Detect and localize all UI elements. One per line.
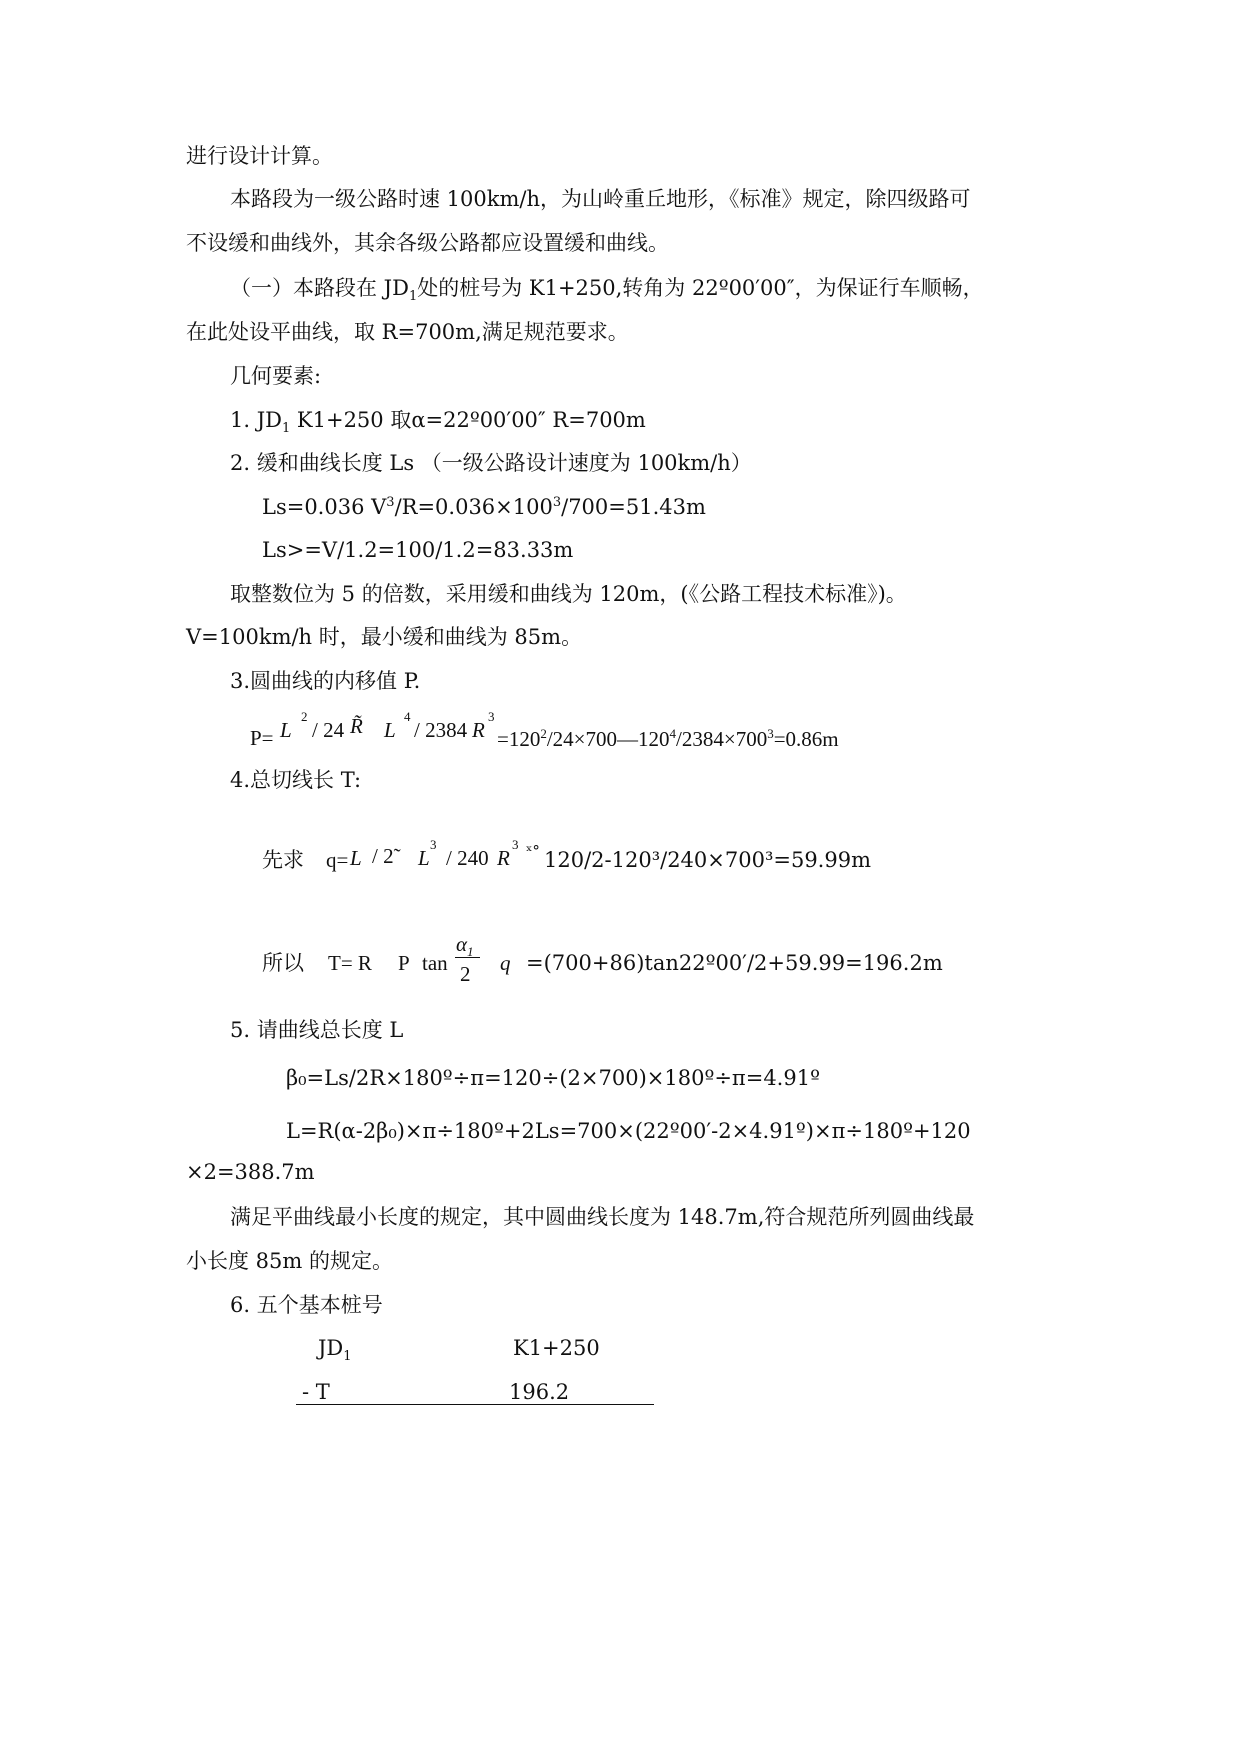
stake-label: - T	[302, 1380, 330, 1404]
text-run: JD	[318, 1336, 344, 1360]
formula-fragment: 2	[460, 962, 471, 986]
paragraph-line: 满足平曲线最小长度的规定，其中圆曲线长度为 148.7m,符合规范所列圆曲线最	[230, 1205, 975, 1229]
text-run: /2384×700	[676, 727, 768, 751]
paragraph-line: 在此处设平曲线，取 R=700m,满足规范要求。	[186, 320, 629, 344]
formula-fragment: q	[500, 951, 511, 975]
t-result: =(700+86)tan22º00′/2+59.99=196.2m	[526, 951, 943, 975]
formula-fragment: tan	[422, 951, 448, 975]
superscript-two: 2	[540, 726, 547, 741]
formula-line: ×2=388.7m	[186, 1160, 315, 1184]
text-run: α	[456, 932, 468, 956]
formula-fragment: 3	[488, 709, 495, 724]
formula-fragment: / 240	[446, 846, 489, 870]
paragraph-line: 小长度 85m 的规定。	[186, 1249, 393, 1273]
superscript-four: 4	[669, 726, 677, 741]
paragraph-line: 本路段为一级公路时速 100km/h，为山岭重丘地形，《标准》规定，除四级路可	[230, 187, 971, 211]
stake-label	[318, 1336, 352, 1365]
section-label: 几何要素:	[230, 364, 322, 388]
p-eq: P=	[250, 726, 274, 750]
paragraph-line: 取整数位为 5 的倍数，采用缓和曲线为 120m，(《公路工程技术标准》)。	[230, 582, 907, 606]
text-run: =0.86m	[773, 727, 839, 751]
list-item: 3.圆曲线的内移值 P.	[230, 669, 421, 693]
q-eq: q=	[326, 848, 349, 872]
formula-fragment: L	[350, 846, 362, 870]
list-item	[230, 408, 646, 437]
list-item: 5. 请曲线总长度 L	[230, 1018, 404, 1042]
formula-fragment: ˣ°	[526, 842, 540, 860]
stake-value: K1+250	[513, 1336, 600, 1360]
formula-line: β₀=Ls/2R×180º÷π=120÷(2×700)×180º÷π=4.91º	[286, 1066, 820, 1090]
t-lead: 所以	[262, 951, 304, 975]
formula-fragment: R	[472, 718, 485, 742]
q-result: 120/2-120³/240×700³=59.99m	[544, 848, 871, 872]
formula-fragment: L	[384, 718, 396, 742]
subscript-one: 1	[408, 289, 418, 305]
p-result	[497, 726, 839, 751]
formula-fragment: 3	[430, 837, 437, 852]
superscript-three: 3	[386, 495, 395, 510]
paragraph-line: 进行设计计算。	[186, 144, 333, 168]
text-run: =120	[497, 727, 541, 751]
fraction-bar	[455, 957, 480, 958]
text-run: /24×700—120	[546, 727, 670, 751]
text-run: K1+250 取α=22º00′00″ R=700m	[290, 408, 646, 432]
q-lead: 先求	[262, 848, 304, 872]
formula-fragment: P	[398, 951, 410, 975]
formula-line	[262, 497, 706, 518]
formula-fragment: R̃	[350, 714, 363, 738]
underline-rule	[296, 1404, 654, 1405]
formula-fragment: / 24	[312, 718, 345, 742]
text-run: /R=0.036×100	[394, 495, 553, 519]
formula-line: Ls>=V/1.2=100/1.2=83.33m	[262, 538, 574, 562]
formula-fragment: 2	[301, 709, 308, 724]
text-run: 1	[467, 944, 474, 960]
formula-fragment: L	[418, 846, 430, 870]
paragraph-line	[230, 276, 984, 305]
stake-value: 196.2	[509, 1380, 570, 1404]
formula-fragment	[456, 932, 474, 960]
text-run: 1. JD	[230, 408, 282, 432]
text-run: 处的桩号为 K1+250,转角为 22º00′00″，为保证行车顺畅，	[417, 276, 984, 300]
paragraph-line: V=100km/h 时，最小缓和曲线为 85m。	[186, 625, 583, 649]
paragraph-line: 不设缓和曲线外，其余各级公路都应设置缓和曲线。	[186, 231, 669, 255]
formula-fragment: / 2̃	[372, 844, 394, 868]
list-item: 6. 五个基本桩号	[230, 1293, 383, 1317]
text-run: （一）本路段在 JD	[230, 276, 409, 300]
formula-line: L=R(α-2β₀)×π÷180º+2Ls=700×(22º00′-2×4.91º)×π÷180º+120	[286, 1119, 971, 1143]
formula-fragment: 3	[512, 837, 519, 852]
formula-fragment: L	[280, 718, 292, 742]
formula-fragment: R	[497, 846, 510, 870]
superscript-three: 3	[552, 495, 562, 510]
list-item: 2. 缓和曲线长度 Ls （一级公路设计速度为 100km/h）	[230, 451, 752, 475]
list-item: 4.总切线长 T:	[230, 768, 362, 792]
t-eq: T= R	[328, 951, 372, 975]
formula-fragment: 4	[404, 709, 411, 724]
text-run: /700=51.43m	[561, 495, 706, 519]
formula-fragment: / 2384	[414, 718, 468, 742]
text-run: Ls=0.036 V	[262, 495, 387, 519]
subscript-one: 1	[281, 421, 291, 437]
subscript-one: 1	[343, 1349, 352, 1365]
superscript-three: 3	[767, 726, 774, 741]
